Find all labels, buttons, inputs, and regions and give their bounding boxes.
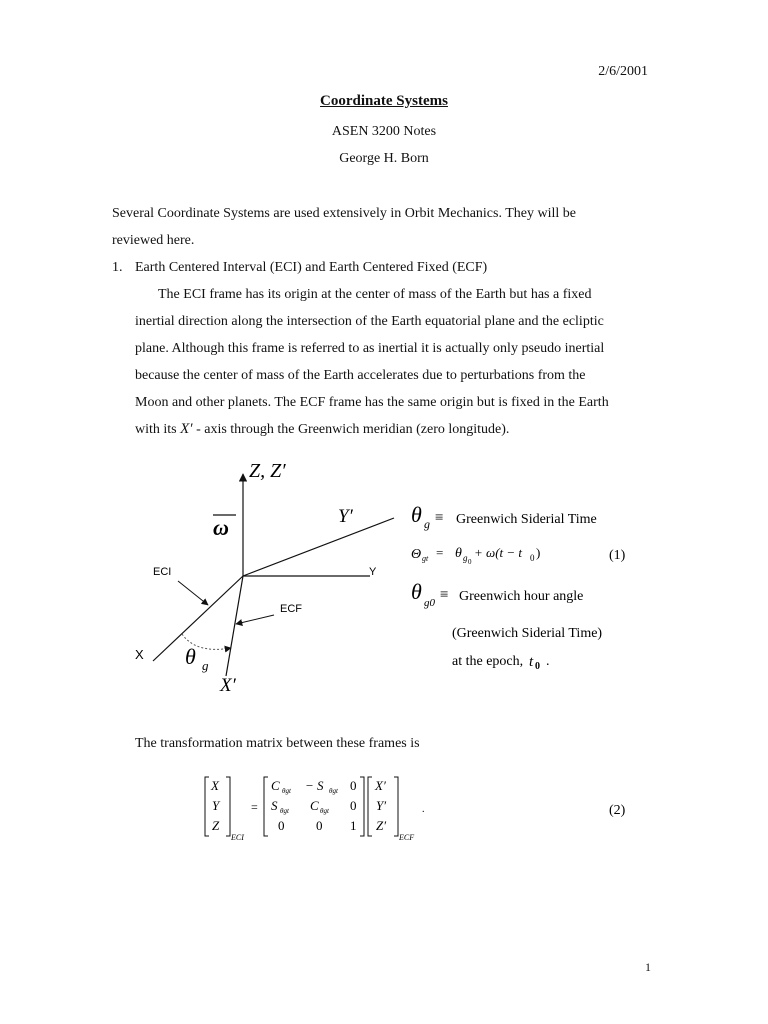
eq1-rest-sub: 0 (530, 553, 535, 563)
matrix-cell-sub: θgt (282, 787, 291, 795)
ecf-label: ECF (280, 603, 302, 615)
matrix-cell-c: C (310, 798, 319, 813)
x-axis-label: X (135, 647, 144, 662)
lhs-y: Y (212, 798, 220, 813)
lhs-x: X (211, 778, 219, 793)
date: 2/6/2001 (598, 64, 648, 79)
matrix-equals: = (251, 800, 258, 814)
paragraph-text: - axis through the Greenwich meridian (zero longitude). (196, 422, 510, 437)
intro-line-1: Several Coordinate Systems are used extensively in Orbit Mechanics. They will be (112, 206, 576, 221)
paragraph-line: inertial direction along the intersection of the Earth equatorial plane and the ecliptic (135, 314, 604, 329)
matrix-cell-0: 0 (350, 798, 357, 813)
x-prime-label: X′ (220, 675, 236, 696)
def2-theta: θ (411, 579, 422, 604)
eci-label: ECI (153, 566, 172, 578)
def2-equiv: ≡ (440, 587, 449, 603)
section-heading: Earth Centered Interval (ECI) and Earth Centered Fixed (ECF) (135, 260, 488, 275)
def2-line-3: at the epoch, (452, 654, 524, 669)
def1-equiv: ≡ (435, 510, 444, 526)
matrix-bracket-right (360, 777, 364, 836)
paragraph-text: with its (135, 422, 177, 437)
y-prime-label: Y′ (338, 506, 353, 527)
matrix-cell-c: C (271, 778, 280, 793)
intro-line-2: reviewed here. (112, 233, 195, 248)
paragraph-line: because the center of mass of the Earth accelerates due to perturbations from the (135, 368, 586, 383)
x-prime-symbol: X′ (180, 421, 193, 437)
theta-angle-label: θ (185, 644, 196, 669)
def1-text: Greenwich Siderial Time (456, 512, 597, 527)
def2-line-2: (Greenwich Siderial Time) (452, 626, 603, 641)
subtitle: ASEN 3200 Notes (331, 124, 437, 139)
y-axis-label: Y (369, 566, 377, 578)
eq1-theta-subsub: 0 (468, 558, 472, 566)
matrix-cell-0: 0 (316, 818, 323, 833)
eq1-rest: + ω(t − t (474, 545, 523, 560)
page-title: Coordinate Systems (320, 93, 448, 109)
eq1-number: (1) (609, 548, 626, 563)
matrix-cell-1: 1 (350, 818, 357, 833)
eci-pointer (178, 581, 208, 605)
ecf-pointer (236, 615, 274, 624)
rhs-y-prime: Y′ (376, 798, 387, 813)
rhs-x-prime: X′ (375, 778, 386, 793)
z-axis-label: Z, Z′ (249, 460, 286, 482)
theta-angle-subscript: g (202, 658, 209, 673)
eq1-theta-sub: g (463, 553, 468, 563)
paragraph-line: plane. Although this frame is referred to as inertial it is actually only pseudo inertial (135, 341, 605, 356)
matrix-cell-ms: − S (305, 778, 324, 793)
matrix-cell-sub: θgt (320, 807, 329, 815)
omega-label: ω (213, 515, 229, 540)
matrix-cell-0: 0 (350, 778, 357, 793)
matrix-cell-sub: θgt (329, 787, 338, 795)
lhs-bracket-right (226, 777, 230, 836)
matrix-trailing-period: . (422, 804, 425, 815)
epoch-t: t (529, 654, 534, 670)
eq1-lhs: Θ (411, 547, 422, 562)
epoch-period: . (546, 654, 550, 669)
def1-subscript: g (424, 517, 430, 531)
paragraph-line: Moon and other planets. The ECF frame has the same origin but is fixed in the Earth (135, 395, 609, 410)
eq1-equals: = (436, 545, 444, 560)
lhs-bracket-left (205, 777, 209, 836)
eq1-close: ) (536, 545, 541, 560)
epoch-t-sub: 0 (535, 661, 540, 672)
lhs-subscript: ECI (231, 833, 244, 842)
def2-subscript: g0 (424, 597, 435, 609)
rhs-bracket-right (394, 777, 398, 836)
paragraph-line: The ECI frame has its origin at the center of mass of the Earth but has a fixed (158, 287, 592, 302)
page-number: 1 (645, 960, 651, 974)
eq2-number: (2) (609, 803, 626, 818)
eq1-theta: θ (455, 546, 462, 561)
matrix-cell-s: S (271, 798, 278, 813)
def2-text: Greenwich hour angle (459, 589, 584, 604)
lhs-z: Z (212, 818, 220, 833)
eq1-lhs-sub: gt (422, 554, 429, 563)
rhs-subscript: ECF (399, 833, 415, 842)
rhs-bracket-left (368, 777, 372, 836)
rhs-z-prime: Z′ (376, 818, 387, 833)
matrix-cell-0: 0 (278, 818, 285, 833)
x-prime-axis (226, 576, 243, 676)
matrix-bracket-left (264, 777, 268, 836)
section-number: 1. (112, 260, 123, 275)
def1-theta: θ (411, 502, 422, 527)
matrix-cell-sub: θgt (280, 807, 289, 815)
transformation-intro: The transformation matrix between these frames is (135, 736, 420, 751)
author: George H. Born (339, 151, 429, 166)
